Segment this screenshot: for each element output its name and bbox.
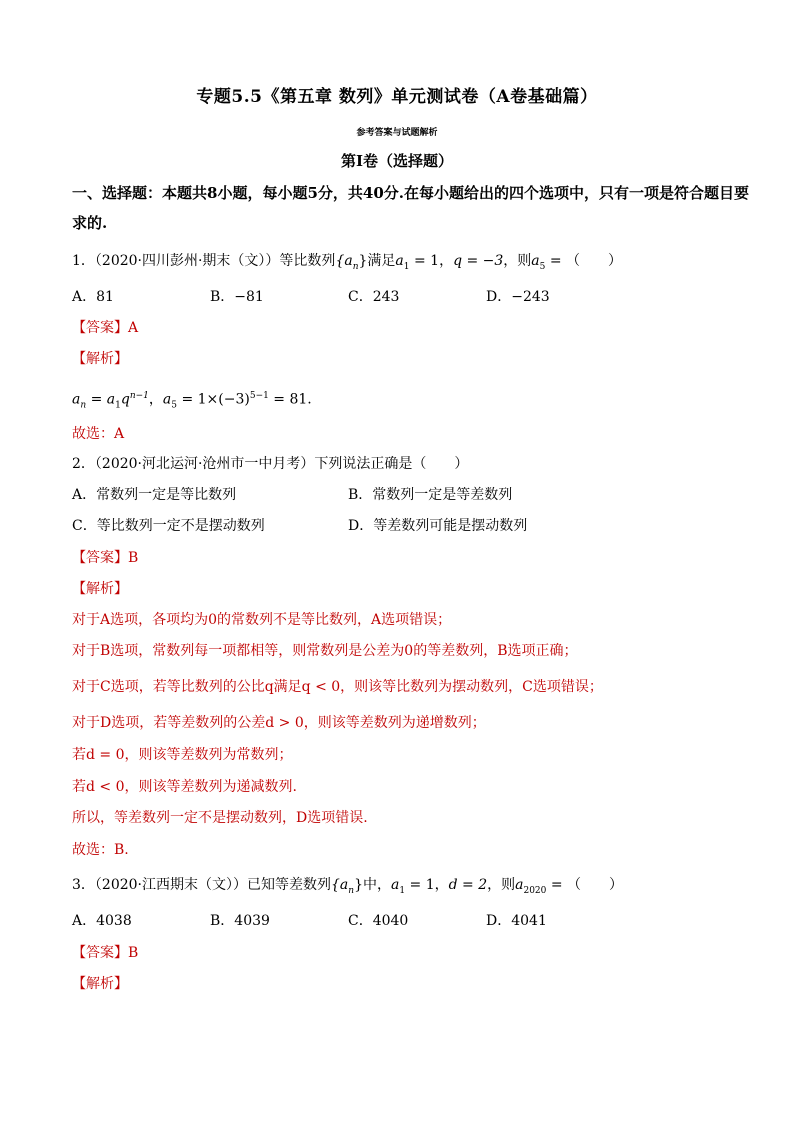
q1-sep1: ， [439,253,454,269]
q3-stem-mid: 中， [362,877,391,893]
q1-conclusion: 故选：A [72,426,125,442]
q3-answer: 【答案】B [72,945,139,961]
document-title: 专题5.5《第五章 数列》单元测试卷（A卷基础篇） [196,87,598,107]
q1-option-a: A．81 [72,289,114,305]
q1-analysis-label: 【解析】 [72,351,128,367]
q1-option-c: C．243 [348,289,400,305]
document-subtitle: 参考答案与试题解析 [356,128,438,138]
question-1-stem [72,252,622,276]
q3-stem-pre: 3．（2020·江西期末（文））已知等差数列 [72,877,331,893]
question-3-stem [72,876,623,900]
q3-cond-d: d = 2 [448,877,488,893]
section-heading-line2: 求的. [72,214,108,232]
q2-analysis-line-5: 若d = 0，则该等差数列为常数列； [72,747,293,763]
q1-sep2: ，则 [503,253,532,269]
q1-stem-mid: 满足 [367,253,396,269]
q3-option-a: A．4038 [72,913,132,929]
question-2-options-row1 [72,486,512,504]
q2-option-d: D．等差数列可能是摆动数列 [348,518,528,534]
q2-answer: 【答案】B [72,550,139,566]
q3-ask: $a_{2020}$ = （ ） [515,877,624,896]
q1-ask: $a_5$ = （ ） [531,253,623,272]
q3-sep2: ，则 [487,877,516,893]
q2-analysis-line-6: 若d < 0，则该等差数列为递减数列. [72,779,297,795]
question-1-options [72,288,550,306]
q1-cond-a1: $a_1 = 1$ [395,253,440,272]
q3-option-d: D．4041 [486,913,547,929]
q1-option-b: B．−81 [210,289,264,305]
q1-cond-q: q = −3 [453,253,504,269]
question-2-options-row2 [72,517,527,535]
q1-option-d: D．−243 [486,289,550,305]
volume-heading: 第Ⅰ卷（选择题） [340,152,454,170]
question-2-stem: 2．（2020·河北运河·沧州市一中月考）下列说法正确是（ ） [72,456,469,472]
question-3-options [72,912,547,930]
q2-analysis-line-4: 对于D选项，若等差数列的公差d > 0，则该等差数列为递增数列； [72,715,486,731]
q2-analysis-line-7: 所以，等差数列一定不是摆动数列，D选项错误. [72,810,368,826]
q2-analysis-line-2: 对于B选项，常数列每一项都相等，则常数列是公差为0的等差数列，B选项正确； [72,643,578,659]
q1-answer: 【答案】A [72,320,139,336]
q2-conclusion: 故选：B. [72,842,129,858]
q1-formula: $a_n = a_1q^{n-1}$，$a_5 = 1\times(-3)^{5-1} = 81$. [72,391,312,411]
section-heading-line1: 一、选择题：本题共8小题，每小题5分，共40分.在每小题给出的四个选项中，只有一项是符合题目要 [72,184,749,202]
q2-analysis-line-1: 对于A选项，各项均为0的常数列不是等比数列，A选项错误； [72,612,452,628]
q1-sequence: $\{a_n\}$ [335,253,368,272]
q3-option-c: C．4040 [348,913,409,929]
q2-option-b: B．常数列一定是等差数列 [348,487,513,503]
q1-stem-pre: 1．（2020·四川彭州·期末（文））等比数列 [72,253,336,269]
q2-option-a: A．常数列一定是等比数列 [72,487,237,503]
q3-analysis-label: 【解析】 [72,976,128,992]
q3-cond-a1: $a_1 = 1$ [390,877,435,896]
q3-sep1: ， [434,877,449,893]
q2-analysis-line-3: 对于C选项，若等比数列的公比q满足q < 0，则该等比数列为摆动数列，C选项错误； [72,679,603,695]
q2-analysis-label: 【解析】 [72,581,128,597]
q2-option-c: C．等比数列一定不是摆动数列 [72,518,265,534]
q3-sequence: $\{a_n\}$ [331,877,363,896]
q3-option-b: B．4039 [210,913,270,929]
